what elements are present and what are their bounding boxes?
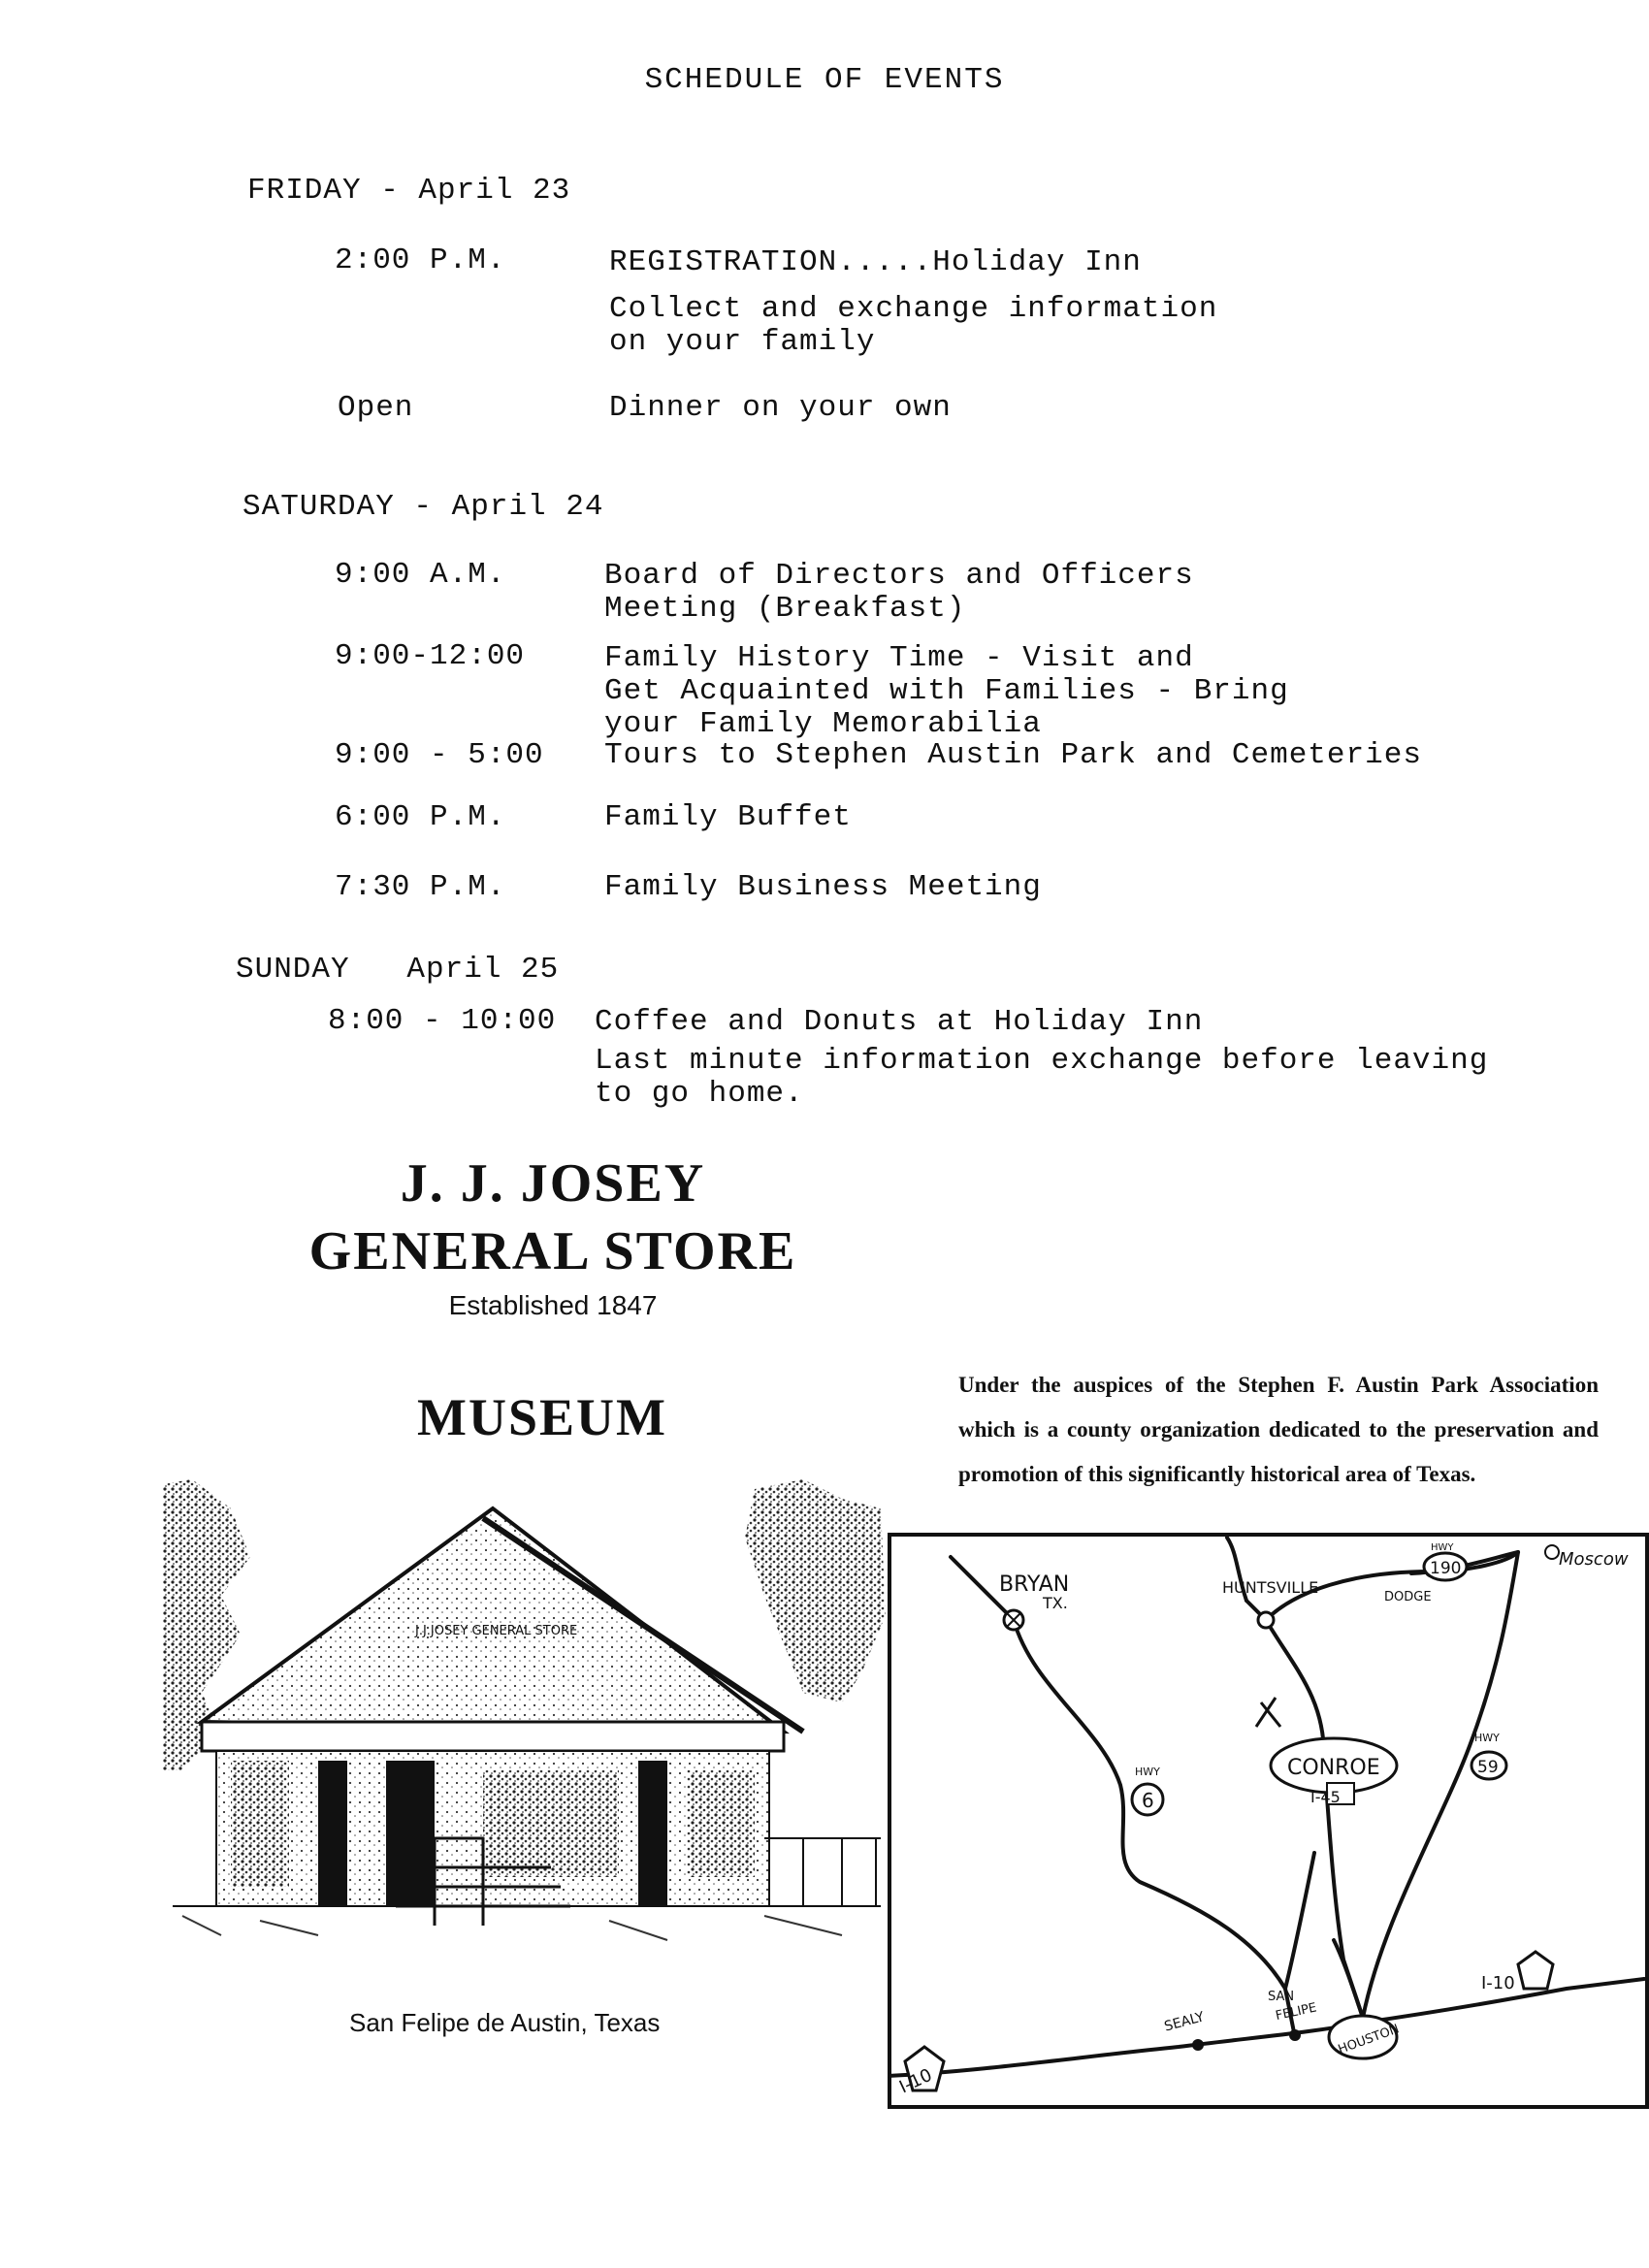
event-description	[604, 739, 1422, 772]
event-description	[604, 560, 1194, 626]
store-building-illustration	[163, 1479, 890, 1945]
event-line: Tours to Stephen Austin Park and Cemeteries	[604, 738, 1422, 772]
event-line: Board of Directors and Officers	[604, 559, 1194, 593]
route-hwy190: 190	[1430, 1559, 1462, 1578]
event-line: Family History Time - Visit and	[604, 641, 1194, 675]
tree-right	[745, 1479, 886, 1702]
label-dodge: DODGE	[1384, 1590, 1432, 1604]
town-san-felipe-marker	[1289, 2029, 1301, 2041]
label-hwy190: HWY	[1431, 1542, 1454, 1553]
town-moscow-marker	[1545, 1545, 1559, 1559]
event-description	[604, 871, 1042, 904]
event-line: to go home.	[595, 1077, 804, 1111]
store-name-line1: J. J. JOSEY	[400, 1153, 706, 1214]
label-moscow: Moscow	[1559, 1549, 1629, 1570]
event-line: Dinner on your own	[609, 391, 952, 425]
event-line: your Family Memorabilia	[604, 707, 1042, 741]
label-conroe: CONROE	[1287, 1756, 1380, 1780]
label-hwy6: HWY	[1135, 1766, 1160, 1778]
event-time: 2:00 P.M.	[335, 243, 506, 277]
route-i10-east: I-10	[1481, 1973, 1515, 1993]
town-sealy-marker	[1192, 2039, 1204, 2051]
label-tx: TX.	[1043, 1594, 1068, 1612]
area-road-map	[888, 1533, 1649, 2115]
event-line: Family Buffet	[604, 800, 852, 834]
event-line: Family Business Meeting	[604, 870, 1042, 904]
event-description	[609, 392, 952, 425]
event-description	[595, 1006, 1488, 1111]
event-description	[609, 246, 1217, 359]
route-i10-west: I-10	[895, 2064, 936, 2098]
event-description	[604, 801, 852, 834]
event-line: Coffee and Donuts at Holiday Inn	[595, 1005, 1204, 1039]
label-houston: HOUSTON	[1336, 2022, 1402, 2057]
town-huntsville-marker	[1258, 1612, 1274, 1628]
established-line: Established 1847	[448, 1290, 658, 1320]
label-hwy59: HWY	[1474, 1732, 1500, 1744]
day-heading-saturday: SATURDAY - April 24	[242, 490, 604, 524]
museum-heading: MUSEUM	[417, 1388, 667, 1446]
label-san: SAN	[1268, 1990, 1295, 2004]
day-heading-sunday: SUNDAY April 25	[236, 953, 560, 987]
roof	[202, 1508, 784, 1732]
label-huntsville: HUNTSVILLE	[1222, 1578, 1319, 1597]
event-line: Get Acquainted with Families - Bring	[604, 674, 1289, 708]
store-name-line2: GENERAL STORE	[308, 1221, 797, 1281]
label-bryan: BRYAN	[999, 1572, 1070, 1597]
route-hwy6: 6	[1142, 1789, 1154, 1812]
label-felipe: FELIPE	[1274, 2000, 1318, 2025]
event-line: Meeting (Breakfast)	[604, 592, 966, 626]
event-time: 6:00 P.M.	[335, 800, 506, 834]
event-time: 7:30 P.M.	[335, 870, 506, 904]
route-hwy59: 59	[1477, 1758, 1499, 1777]
day-heading-friday: FRIDAY - April 23	[247, 174, 571, 208]
route-i45: I-45	[1310, 1788, 1341, 1806]
event-time: Open	[338, 391, 414, 425]
page-title: SCHEDULE OF EVENTS	[644, 63, 1005, 97]
event-time: 9:00 A.M.	[335, 558, 506, 592]
event-line: REGISTRATION.....Holiday Inn	[609, 245, 1142, 279]
event-time: 9:00 - 5:00	[335, 738, 544, 772]
auspices-paragraph: Under the auspices of the Stephen F. Austin Park Association which is a county organization dedicated to the preservation and promotion of this significantly historical area of Texas.	[958, 1373, 1599, 1486]
event-line: Last minute information exchange before leaving	[595, 1044, 1489, 1078]
event-time: 8:00 - 10:00	[328, 1004, 557, 1038]
event-time: 9:00-12:00	[335, 639, 526, 673]
event-description	[604, 642, 1289, 741]
event-line: Collect and exchange information	[609, 292, 1218, 326]
label-sealy: SEALY	[1162, 2009, 1207, 2035]
museum-caption: San Felipe de Austin, Texas	[349, 2008, 661, 2037]
store-sign: J.J.JOSEY GENERAL STORE	[415, 1624, 578, 1638]
event-line: on your family	[609, 325, 876, 359]
